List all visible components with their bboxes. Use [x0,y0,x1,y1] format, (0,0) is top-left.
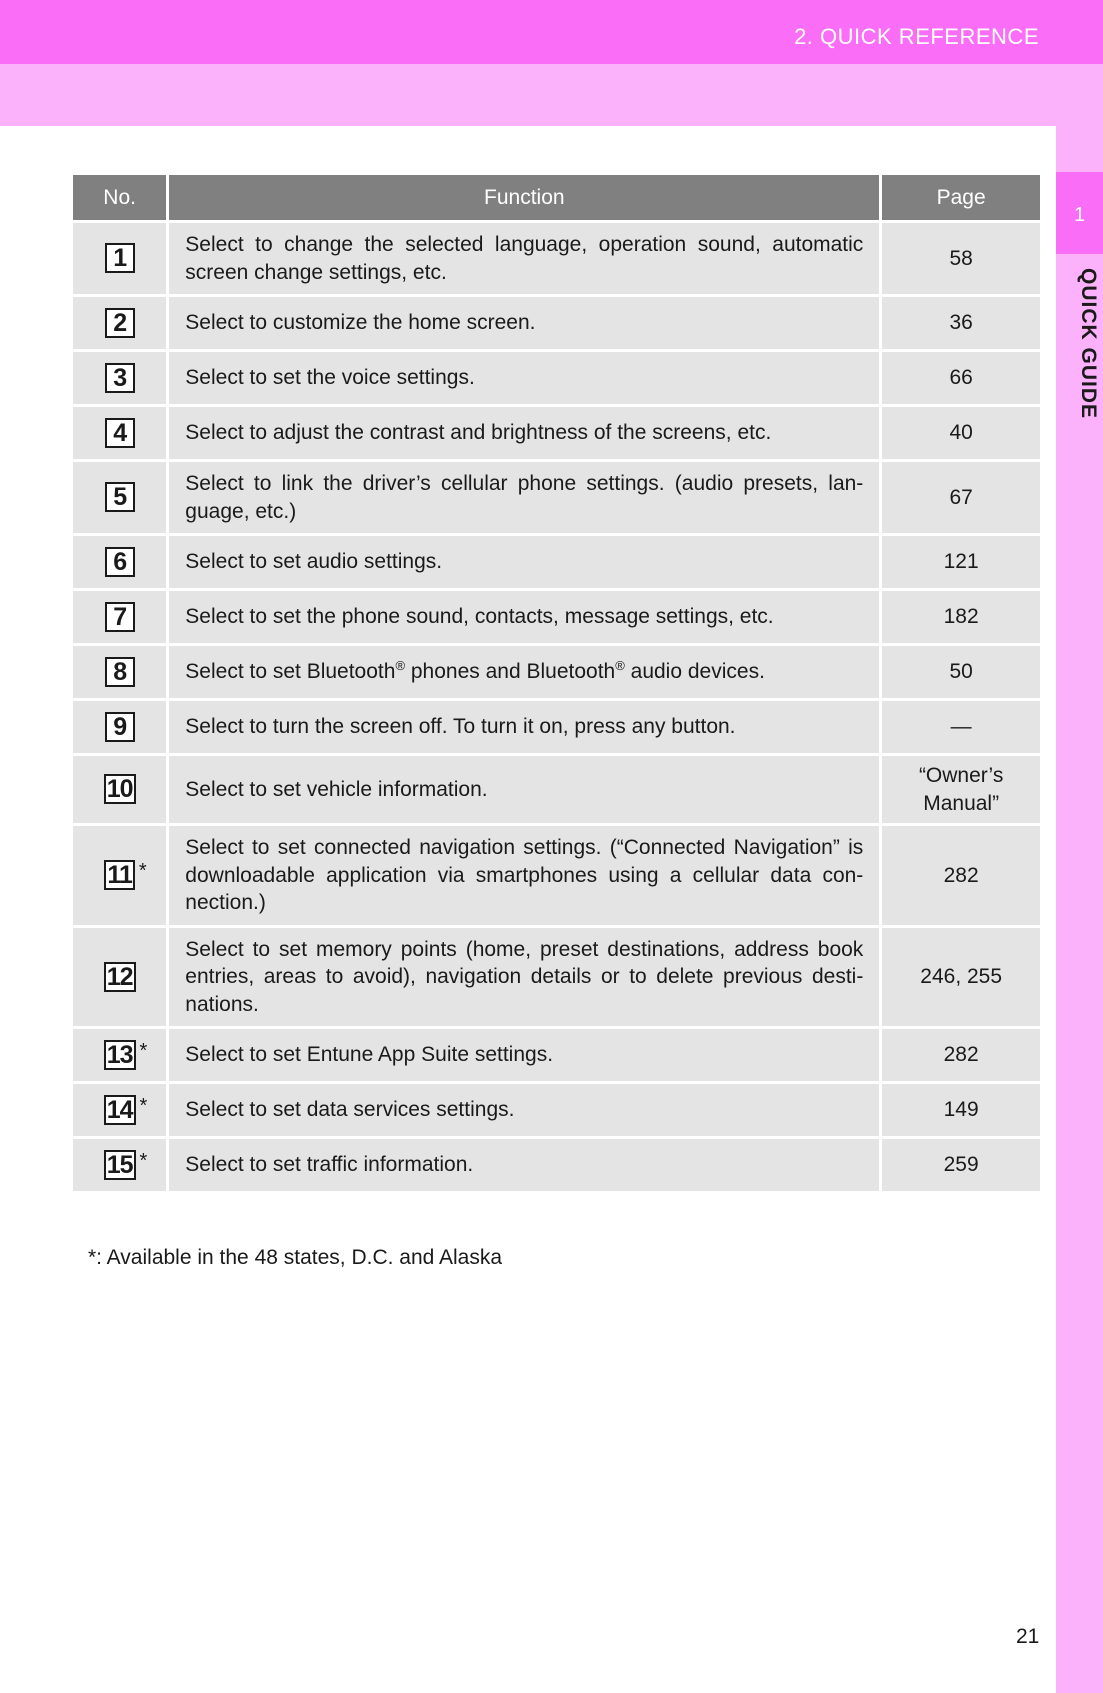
function-cell: Select to set audio settings. [169,536,879,588]
row-number-badge: 9 [105,712,135,742]
row-number-cell [73,928,166,1027]
row-number-cell [73,756,166,823]
function-text-part: Select to set Bluetooth [185,660,396,684]
page-cell: 36 [882,297,1040,349]
row-number-badge: 10 [104,774,136,804]
function-text-part: phones and Bluetooth [405,660,616,684]
function-cell: Select to link the driver’s cellular phone settings. (audio presets, lan-guage, etc.) [169,462,879,533]
table-row [73,1084,1040,1136]
page-cell: 40 [882,407,1040,459]
function-cell [169,646,879,698]
row-number-badge: 5 [105,482,135,512]
function-cell: Select to set the voice settings. [169,352,879,404]
row-number-cell [73,826,166,925]
row-number-cell [73,646,166,698]
row-number-badge: 13 [104,1040,136,1070]
column-header-no: No. [73,175,166,220]
page-cell: “Owner’s Manual” [882,756,1040,823]
registered-mark: ® [395,658,406,674]
table-row [73,928,1040,1027]
row-number-cell [73,462,166,533]
table-row [73,462,1040,533]
row-number-cell [73,407,166,459]
row-number-badge: 6 [105,547,135,577]
column-header-function: Function [169,175,879,220]
row-number-cell [73,1139,166,1191]
page-cell: 58 [882,223,1040,294]
function-cell: Select to set data services settings. [169,1084,879,1136]
function-cell: Select to customize the home screen. [169,297,879,349]
page-cell: 121 [882,536,1040,588]
section-title: 2. QUICK REFERENCE [794,24,1039,49]
page-number: 21 [1016,1625,1040,1648]
page-cell: 50 [882,646,1040,698]
function-cell: Select to set traffic information. [169,1139,879,1191]
quick-reference-table [70,172,1043,1194]
table-row [73,407,1040,459]
row-number-cell [73,1084,166,1136]
chapter-tab [1056,172,1103,254]
page-cell: 66 [882,352,1040,404]
table-row [73,536,1040,588]
page-cell: 259 [882,1139,1040,1191]
side-label: QUICK GUIDE [1077,268,1100,420]
function-cell: Select to adjust the contrast and brightness of the screens, etc. [169,407,879,459]
function-text-part: audio devices. [624,660,765,684]
row-number-badge: 7 [105,602,135,632]
table-row [73,756,1040,823]
row-number-badge: 1 [105,243,135,273]
chapter-number: 1 [1074,204,1086,226]
page-cell: 282 [882,1029,1040,1081]
row-number-cell [73,701,166,753]
table-row [73,826,1040,925]
header-band [0,64,1103,126]
availability-asterisk: * [139,1039,148,1062]
row-number-cell [73,352,166,404]
availability-asterisk: * [139,1094,148,1117]
function-cell: Select to set vehicle information. [169,756,879,823]
function-cell: Select to set connected navigation settings. (“Connected Navigation” is downloadable application via smartphones using a cellular data con-nection.) [169,826,879,925]
page-cell: 182 [882,591,1040,643]
row-number-badge: 2 [105,308,135,338]
row-number-badge: 11 [104,860,134,890]
availability-asterisk: * [138,860,147,882]
row-number-badge: 3 [105,363,135,393]
footnote: *: Available in the 48 states, D.C. and Alaska [88,1246,503,1269]
row-number-badge: 4 [105,418,135,448]
function-cell: Select to turn the screen off. To turn it on, press any button. [169,701,879,753]
column-header-page: Page [882,175,1040,220]
table-row [73,297,1040,349]
row-number-badge: 14 [104,1095,136,1125]
table-row [73,1029,1040,1081]
table-row [73,646,1040,698]
function-cell: Select to set memory points (home, preset destinations, address book entries, areas to avoid), navigation details or to delete previous desti-nations. [169,928,879,1027]
row-number-cell [73,536,166,588]
table-row [73,1139,1040,1191]
function-cell: Select to set Entune App Suite settings. [169,1029,879,1081]
table-row [73,701,1040,753]
row-number-cell [73,297,166,349]
table-body [73,223,1040,1191]
function-cell: Select to change the selected language, operation sound, automatic screen change settings, etc. [169,223,879,294]
row-number-badge: 8 [105,657,135,687]
page-cell: — [882,701,1040,753]
table-row [73,591,1040,643]
row-number-badge: 15 [104,1150,136,1180]
table-row [73,223,1040,294]
row-number-cell [73,591,166,643]
page-cell: 282 [882,826,1040,925]
row-number-cell [73,1029,166,1081]
registered-mark: ® [615,658,625,674]
header-bar [0,0,1103,64]
availability-asterisk: * [139,1149,148,1172]
function-cell: Select to set the phone sound, contacts, message settings, etc. [169,591,879,643]
page-cell: 67 [882,462,1040,533]
row-number-badge: 12 [104,962,136,992]
table-row [73,352,1040,404]
table-header-row [73,175,1040,220]
page-cell: 149 [882,1084,1040,1136]
page-cell: 246, 255 [882,928,1040,1027]
row-number-cell [73,223,166,294]
